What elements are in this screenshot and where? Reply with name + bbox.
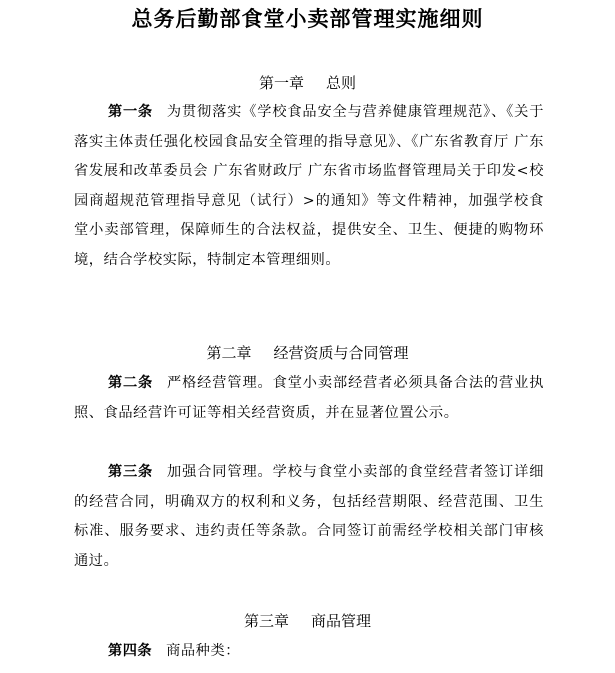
article-4 [74, 637, 544, 667]
article-text: 为贯彻落实《学校食品安全与营养健康管理规范》、《关于落实主体责任强化校园食品安全管理的指导意见》、《广东省教育厅 广东省发展和改革委员会 广东省财政厅 广东省市场监督管理局关于印发<校园商超规范管理指导意见（试行）>的通知》等文件精神，加强学校食堂小卖部管理，保障师生的合法权益，提供安全、卫生、便捷的购物环境，结合学校实际，特制定本管理细则。 [74, 104, 544, 268]
article-1 [74, 98, 544, 275]
article-text: 严格经营管理。食堂小卖部经营者必须具备合法的营业执照、食品经营许可证等相关经营资质，并在显著位置公示。 [74, 375, 544, 421]
document-title: 总务后勤部食堂小卖部管理实施细则 [131, 7, 484, 31]
chapter-name: 商品管理 [311, 612, 372, 630]
article-text: 加强合同管理。学校与食堂小卖部的食堂经营者签订详细的经营合同，明确双方的权利和义务，包括经营期限、经营范围、卫生标准、服务要求、违约责任等条款。合同签订前需经学校相关部门审核通过。 [74, 464, 544, 569]
chapter-name: 总则 [326, 74, 357, 92]
chapter-heading-3 [0, 610, 615, 632]
chapter-name: 经营资质与合同管理 [273, 344, 409, 362]
article-2 [74, 369, 544, 428]
chapter-number: 第二章 [206, 344, 252, 362]
chapter-heading-1 [0, 72, 615, 94]
chapter-number: 第一章 [258, 74, 304, 92]
article-number: 第三条 [108, 464, 153, 480]
chapter-number: 第三章 [243, 612, 289, 630]
article-number: 第四条 [108, 643, 153, 659]
article-text: 商品种类： [166, 643, 241, 659]
article-3 [74, 458, 544, 576]
article-number: 第二条 [108, 375, 153, 391]
article-number: 第一条 [108, 104, 153, 120]
chapter-heading-2 [0, 342, 615, 364]
